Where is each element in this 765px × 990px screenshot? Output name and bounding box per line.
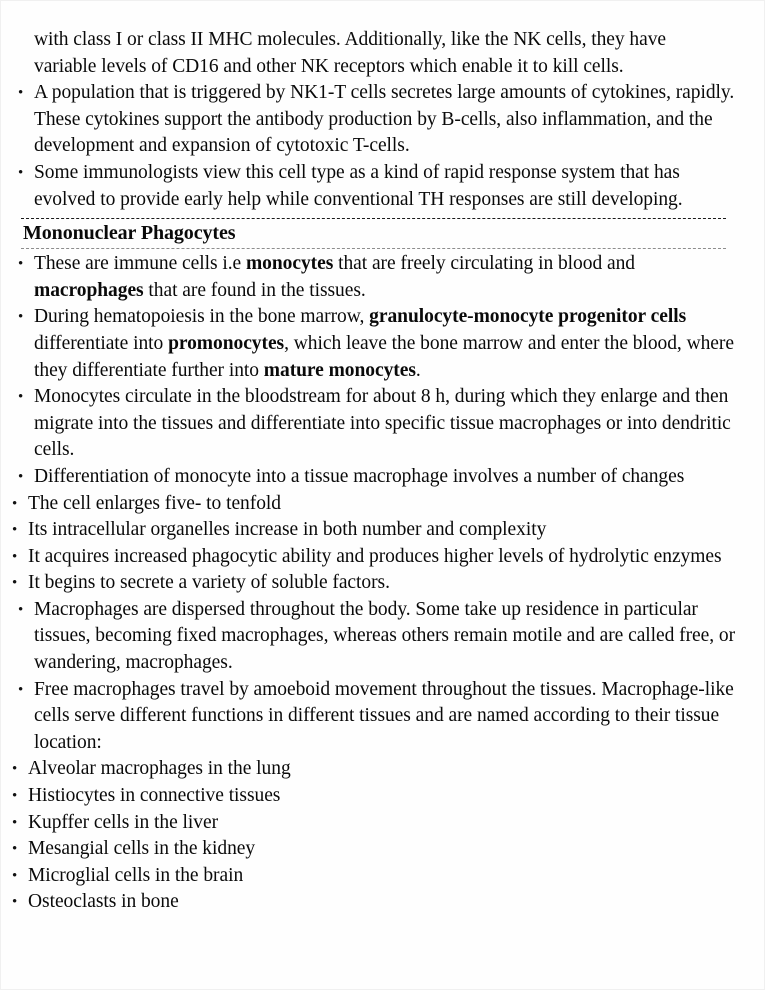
bullet-icon [18,304,28,331]
bullet-icon [12,491,22,518]
list-item-text: Its intracellular organelles increase in both number and complexity [28,519,547,541]
section-heading: Mononuclear Phagocytes [23,222,236,245]
list-item-text: Macrophages are dispersed throughout the body. Some take up residence in particular tissues, becoming fixed macrophages, whereas others remain motile and are called free, or wandering, macrophages. [34,598,736,674]
list-item [1,570,765,597]
list-item [1,304,765,384]
heading-rule-bottom [21,248,726,249]
emphasis-gm-progenitor-cells: granulocyte-monocyte progenitor cells [369,306,687,328]
list-item [1,889,765,916]
list-item [1,756,765,783]
list-item [1,836,765,863]
emphasis-promonocytes: promonocytes [168,332,285,354]
list-item [1,517,765,544]
list-item-text: Osteoclasts in bone [28,891,179,913]
list-item [1,464,765,491]
list-item-text: It acquires increased phagocytic ability and produces higher levels of hydrolytic enzymes [28,545,722,567]
emphasis-macrophages: macrophages [34,279,144,301]
list-item [1,80,765,160]
list-item-text-seg: differentiate into [34,332,169,354]
continuation-line-1: with class I or class II MHC molecules. Additionally, like the NK cells, they have [34,29,667,50]
list-item-text: Differentiation of monocyte into a tissue macrophage involves a number of changes [34,465,685,487]
list-item-text: A population that is triggered by NK1-T cells secretes large amounts of cytokines, rapidly. These cytokines support the antibody production by B-cells, also inflammation, and the development and expansion of cytotoxic T-cells. [34,82,735,157]
bullet-icon [18,251,28,278]
list-item-text: The cell enlarges five- to tenfold [28,492,281,514]
bullet-icon [12,783,22,810]
bullet-icon [12,517,22,544]
list-item-text: Mesangial cells in the kidney [28,838,256,860]
bullet-icon [12,544,22,571]
document-body [1,27,765,916]
list-item [1,491,765,518]
bullet-icon [12,756,22,783]
list-item-text: Monocytes circulate in the bloodstream for about 8 h, during which they enlarge and then migrate into the tissues and differentiate into specific tissue macrophages or into dendritic cells. [34,386,731,461]
list-item-text-seg: that are found in the tissues. [143,279,366,301]
list-item-text: Microglial cells in the brain [28,864,244,886]
list-item [1,810,765,837]
bullet-icon [12,863,22,890]
bullet-icon [12,889,22,916]
list-item-text-seg: . [415,359,421,381]
list-item [1,160,765,213]
bullet-icon [18,597,28,624]
bullet-icon [18,384,28,411]
list-item-text: Alveolar macrophages in the lung [28,758,291,780]
bullet-icon [12,836,22,863]
list-item [1,677,765,757]
section-heading-block [1,218,765,249]
bullet-icon [18,464,28,491]
bullet-icon [12,810,22,837]
list-item [1,251,765,304]
list-item [1,384,765,464]
list-item-text: It begins to secrete a variety of soluble factors. [28,572,390,594]
list-item [1,783,765,810]
bullet-icon [12,570,22,597]
list-item-text: Histiocytes in connective tissues [28,785,281,807]
bullet-icon [18,160,28,187]
bullet-icon [18,80,28,107]
list-item [1,544,765,571]
list-item-text: Kupffer cells in the liver [28,811,219,833]
list-item-text: Free macrophages travel by amoeboid movement throughout the tissues. Macrophage-like cells serve different functions in different tissues and are named according to their tissue location: [34,678,734,753]
list-item [1,863,765,890]
bullet-icon [18,677,28,704]
emphasis-monocytes: monocytes [245,253,334,275]
continuation-line-2: variable levels of CD16 and other NK receptors which enable it to kill cells. [34,55,624,77]
list-item-text-seg: These are immune cells i.e [34,253,246,275]
list-item-text: Some immunologists view this cell type as a kind of rapid response system that has evolved to provide early help while conventional TH responses are still developing. [34,161,683,210]
list-item [1,597,765,677]
list-item-text-seg: , which leave the bone marrow and enter the blood, where they differentiate further into [34,332,734,381]
emphasis-mature-monocytes: mature monocytes [263,359,416,381]
list-item-text-seg: During hematopoiesis in the bone marrow, [34,306,370,328]
list-item-text-seg: that are freely circulating in blood and [333,253,635,275]
